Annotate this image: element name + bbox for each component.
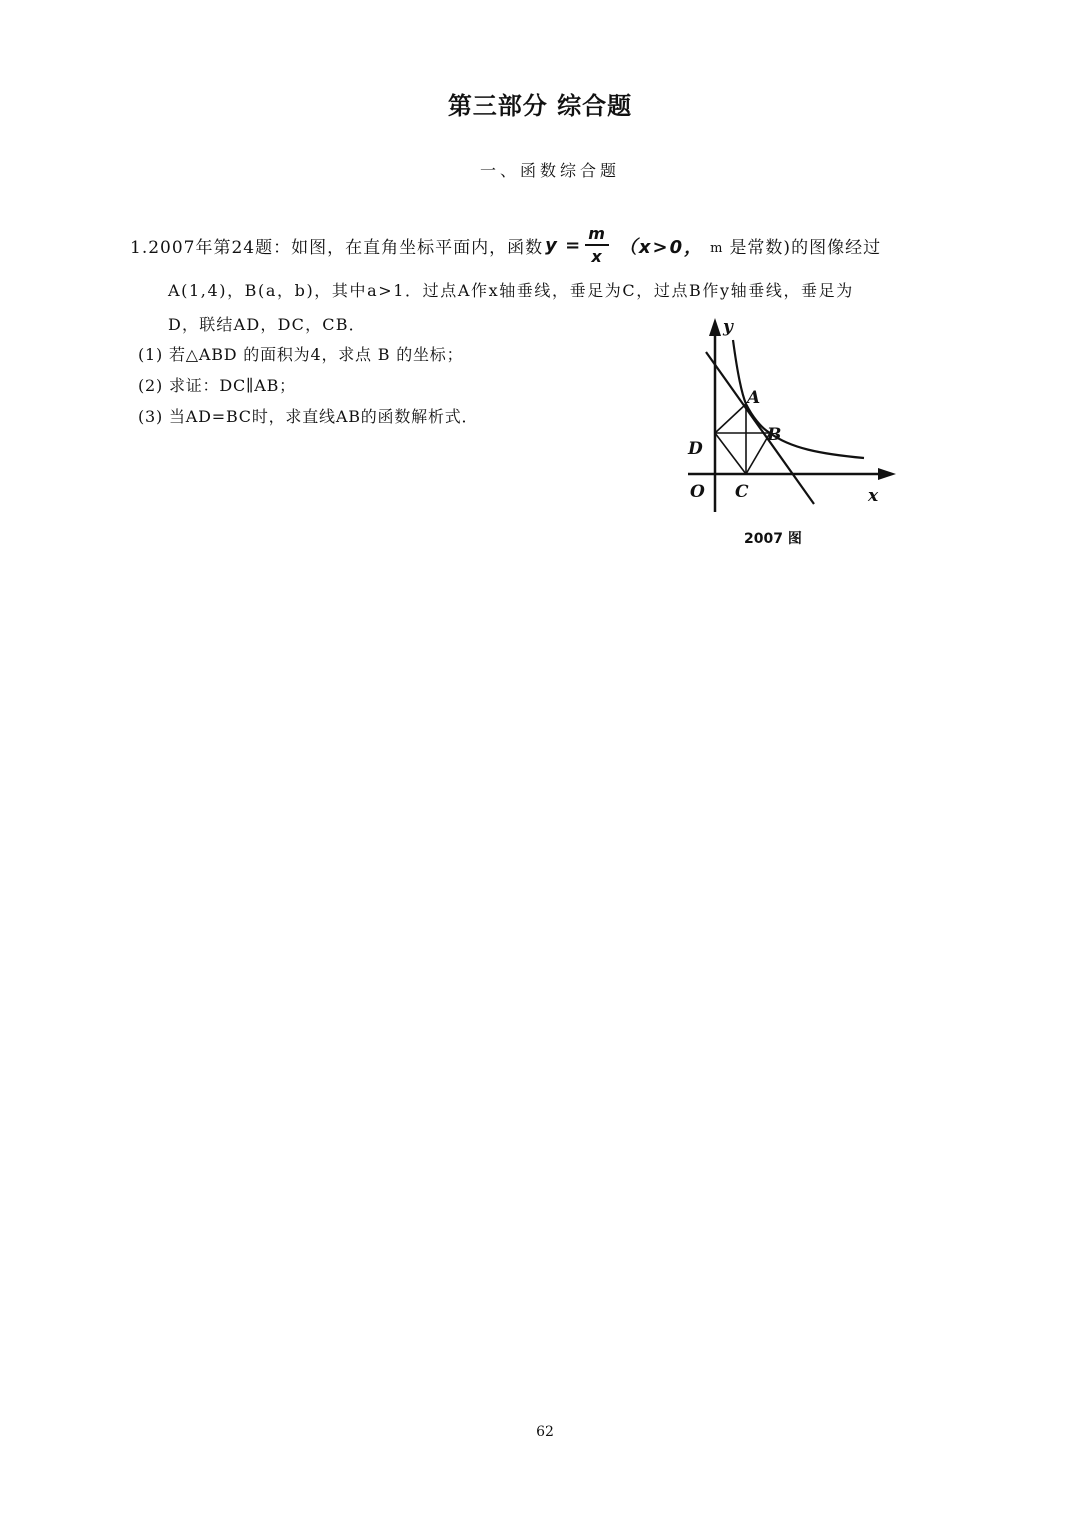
label-a: A	[747, 388, 761, 408]
label-y: y	[723, 317, 733, 337]
question-intro: 1.2007年第24题：如图，在直角坐标平面内，函数	[130, 238, 544, 258]
label-x: x	[868, 486, 879, 506]
figure-caption: 2007 图	[744, 531, 802, 547]
segment-ad	[715, 404, 746, 433]
coordinate-figure	[680, 310, 910, 530]
label-d: D	[688, 439, 703, 459]
formula-numerator: m	[585, 226, 609, 246]
segment-dc	[715, 433, 746, 474]
question-line-2: A(1,4)，B(a，b)，其中a>1．过点A作x轴垂线，垂足为C，过点B作y轴垂线，垂足为	[168, 281, 854, 300]
sub-question-3: (3) 当AD=BC时，求直线AB的函数解析式．	[138, 407, 479, 426]
formula-lhs: y =	[545, 235, 582, 256]
label-b: B	[767, 425, 782, 445]
part-title: 第三部分 综合题	[447, 92, 633, 120]
line-ab	[706, 352, 814, 504]
section-title: 一、函数综合题	[479, 161, 620, 180]
sub-question-2: (2) 求证：DC∥AB；	[138, 376, 296, 395]
formula-denominator: x	[591, 247, 603, 266]
function-formula	[545, 226, 609, 265]
question-line-3: D，联结AD，DC，CB．	[168, 315, 366, 334]
question-intro-end: 是常数)的图像经过	[729, 238, 882, 258]
label-o: O	[690, 482, 705, 502]
formula-condition: （x>0，	[618, 236, 705, 258]
m-variable: m	[710, 241, 724, 256]
question-intro-line	[130, 226, 881, 265]
page-number: 62	[536, 1424, 554, 1440]
label-c: C	[735, 482, 749, 502]
x-axis-arrow	[878, 468, 896, 480]
sub-question-1: (1) 若△ABD 的面积为4，求点 B 的坐标；	[138, 345, 464, 364]
y-axis-arrow	[709, 318, 721, 336]
formula-fraction	[585, 226, 609, 265]
